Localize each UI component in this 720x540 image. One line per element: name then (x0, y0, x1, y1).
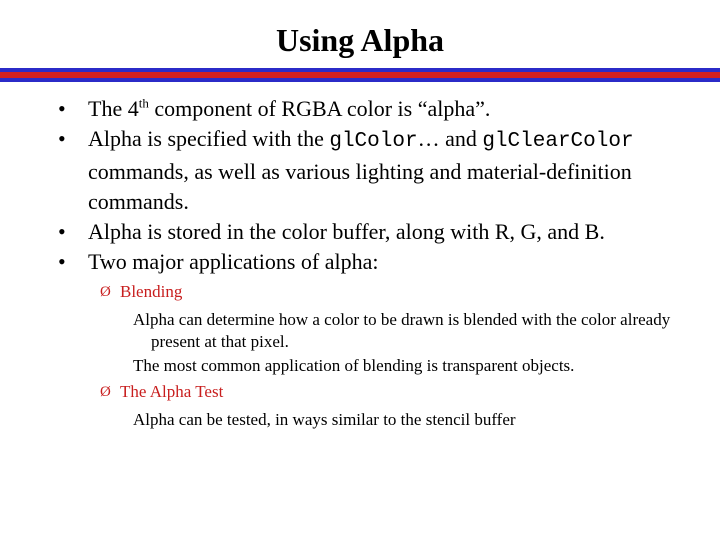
bullet-dot: • (58, 219, 66, 244)
slide-title: Using Alpha (275, 22, 445, 58)
arrow-bullet-icon: Ø (100, 284, 111, 300)
divider-blue-bottom (0, 78, 720, 82)
bullet-dot: • (58, 249, 66, 274)
code-glcolor: glColor (329, 130, 418, 153)
sub-heading-alpha-test (100, 381, 698, 403)
detail-text: Alpha can determine how a color to be drawn is blended with the color already present at that pixel. (133, 310, 671, 351)
bullet-text: commands, as well as various lighting and material-definition commands. (88, 159, 632, 214)
arrow-bullet-icon: Ø (100, 384, 111, 400)
bullet-text: … and (417, 126, 483, 151)
application-alpha-test (58, 381, 698, 431)
application-blending (58, 281, 698, 377)
bullet-dot: • (58, 126, 66, 151)
title-divider (0, 68, 720, 82)
bullet-dot: • (58, 96, 66, 121)
bullet-text: The 4 (88, 96, 139, 121)
bullet-two-applications (58, 247, 698, 277)
slide-body (58, 94, 698, 431)
bullet-superscript: th (138, 95, 149, 111)
sub-heading-label: Blending (120, 282, 183, 301)
bullet-text: Alpha is specified with the (88, 126, 330, 151)
code-glclearcolor: glClearColor (482, 130, 634, 153)
detail-text: The most common application of blending is transparent objects. (133, 356, 575, 375)
sub-heading-blending (100, 281, 698, 303)
bullet-text: Alpha is stored in the color buffer, along with R, G, and B. (88, 219, 605, 244)
sub-heading-label: The Alpha Test (120, 382, 224, 401)
detail-text: Alpha can be tested, in ways similar to the stencil buffer (133, 410, 516, 429)
bullet-alpha-stored (58, 217, 698, 247)
bullet-alpha-specified (58, 124, 698, 217)
bullet-rgba-component (58, 94, 698, 124)
bullet-text: Two major applications of alpha: (88, 249, 379, 274)
bullet-text: component of RGBA color is “alpha”. (148, 96, 491, 121)
